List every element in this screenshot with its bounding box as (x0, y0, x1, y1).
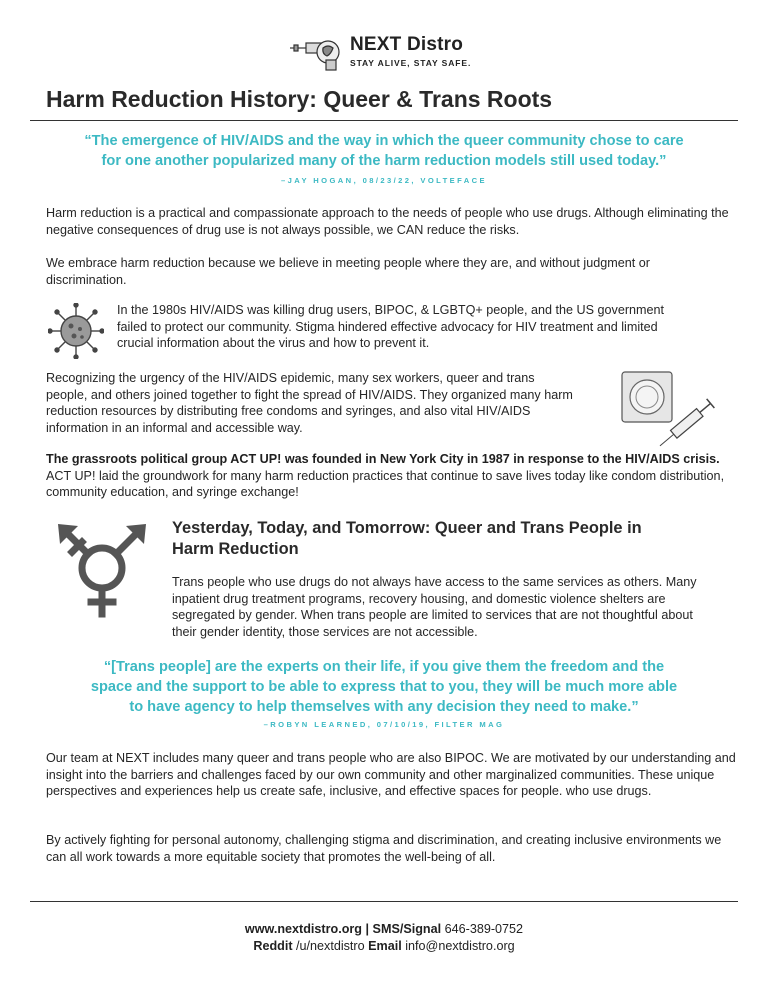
paragraph-5 (46, 451, 736, 501)
quote-1-line-1: “The emergence of HIV/AIDS and the way in which the queer community chose to care (84, 133, 684, 149)
footer-separator: | (365, 922, 370, 936)
quote-1-citation: –JAY HOGAN, 08/23/22, VOLTEFACE (281, 176, 487, 185)
footer-sms-number[interactable]: 646-389-0752 (444, 922, 524, 936)
section-2-heading (172, 518, 732, 560)
header-logo (288, 28, 488, 74)
paragraph-8: By actively fighting for personal autonomy, challenging stigma and discrimination, and creating inclusive environments we can all work towards a more equitable society that promotes the well-being of all. (46, 833, 722, 864)
footer-reddit-handle[interactable]: /u/nextdistro (296, 939, 365, 953)
quote-1 (30, 131, 738, 171)
footer-email-address[interactable]: info@nextdistro.org (405, 939, 515, 953)
logo-tagline: STAY ALIVE, STAY SAFE. (350, 58, 472, 68)
paragraph-1: Harm reduction is a practical and compassionate approach to the needs of people who use drugs. Although eliminating the negative consequences of drug use is not always possible, we CAN reduce the risks. (46, 206, 729, 237)
paragraph-7: Our team at NEXT includes many queer and trans people who are also BIPOC. We are motivated by our understanding and insight into the barriers and challenges faced by our own community and other marginalized communities. These unique perspectives and experiences help us create safe, inclusive, and effective spaces for people. who use drugs. (46, 751, 736, 799)
footer-line-2 (0, 938, 768, 955)
footer-divider (30, 901, 738, 902)
quote-2-line-2: space and the support to be able to express that to you, they will be much more able (90, 679, 678, 695)
paragraph-2: We embrace harm reduction because we believe in meeting people where they are, and without judgment or discrimination. (46, 256, 650, 287)
footer-website[interactable]: www.nextdistro.org (244, 922, 363, 936)
quote-2-line-3: to have agency to help themselves with any decision they need to make.” (129, 699, 639, 715)
paragraph-6: Trans people who use drugs do not always have access to the same services as others. Many inpatient drug treatment programs, recovery housing, and domestic violence shelters are segregated by gender. When trans people are limited to services that are not thoughtful about their gender identity, those services are not accessible. (172, 575, 697, 639)
quote-2-citation: –ROBYN LEARNED, 07/10/19, FILTER MAG (263, 720, 505, 729)
section-2-heading-line-2: Harm Reduction (172, 540, 299, 558)
virus-icon (48, 303, 104, 359)
section-2-heading-line-1: Yesterday, Today, and Tomorrow: Queer and Trans People in (172, 519, 642, 537)
transgender-symbol-icon (52, 518, 152, 622)
condom-syringe-icon (618, 368, 722, 454)
logo-title: NEXT Distro (350, 34, 464, 55)
paragraph-4: Recognizing the urgency of the HIV/AIDS epidemic, many sex workers, queer and trans people, and others joined together to fight the spread of HIV/AIDS. They organized many harm reduction resources by distributing free condoms and syringes, and also vital HIV/AIDS information in an informal and accessible way. (46, 371, 573, 435)
paragraph-5-bold: The grassroots political group ACT UP! was founded in New York City in 1987 in response to the HIV/AIDS crisis. (46, 452, 720, 466)
footer-sms-label: SMS/Signal (372, 922, 442, 936)
title-divider (30, 120, 738, 121)
footer-line-1 (0, 921, 768, 938)
footer-email-label: Email (368, 939, 402, 953)
footer-reddit-label: Reddit (253, 939, 293, 953)
paragraph-3: In the 1980s HIV/AIDS was killing drug users, BIPOC, & LGBTQ+ people, and the US government failed to protect our community. Stigma hindered effective advocacy for HIV treatment and limited crucial information about the virus and how to prevent it. (117, 303, 665, 351)
logo-syringe-icon (288, 30, 346, 72)
quote-2-line-1: “[Trans people] are the experts on their life, if you give them the freedom and the (103, 659, 665, 675)
paragraph-5-rest: ACT UP! laid the groundwork for many harm reduction practices that continue to save lives today like condom distribution, community education, and syringe exchange! (46, 468, 725, 500)
quote-2 (30, 657, 738, 717)
quote-1-line-2: for one another popularized many of the harm reduction models still used today.” (101, 153, 667, 169)
page-title: Harm Reduction History: Queer & Trans Roots (46, 86, 553, 112)
